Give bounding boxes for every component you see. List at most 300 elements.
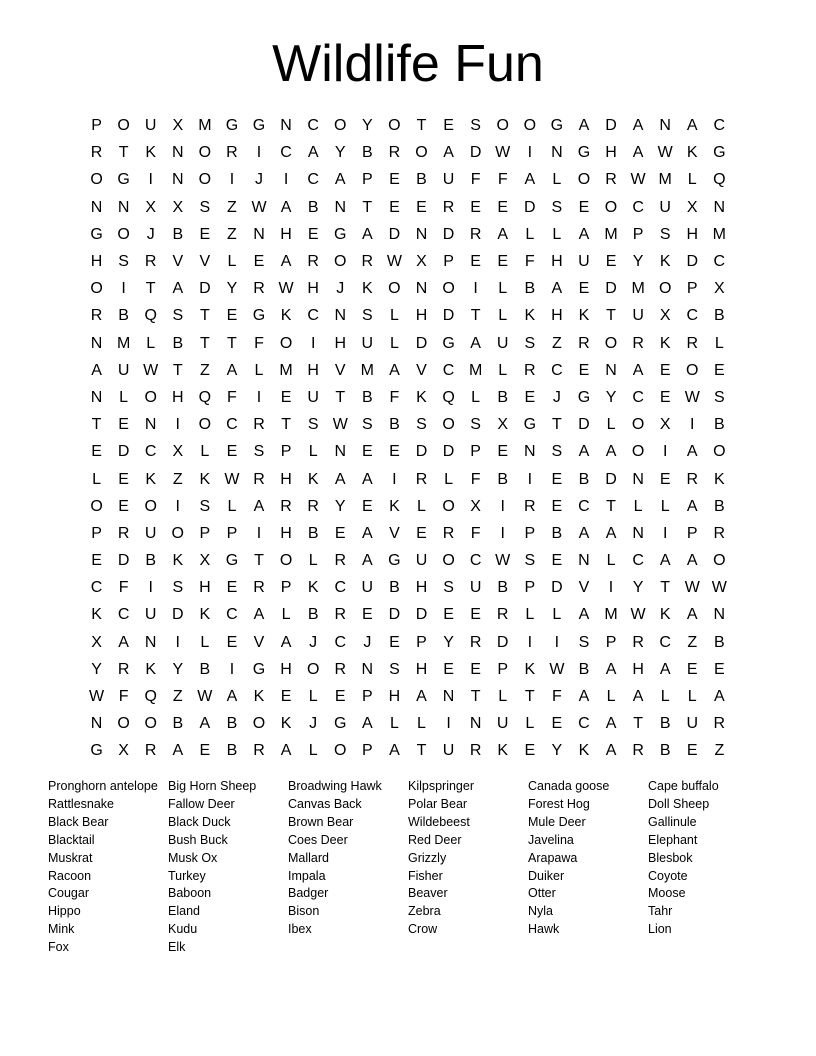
grid-letter: A xyxy=(443,144,454,162)
grid-letter: C xyxy=(578,497,590,515)
grid-letter: B xyxy=(714,416,725,434)
grid-letter: S xyxy=(118,253,129,271)
grid-letter: H xyxy=(415,660,428,678)
grid-letter: R xyxy=(442,524,455,542)
grid-letter: T xyxy=(91,416,102,434)
grid-letter: N xyxy=(524,443,536,461)
word-list-item: Racoon xyxy=(48,868,92,883)
grid-letter: M xyxy=(658,171,672,189)
grid-letter: N xyxy=(578,552,590,570)
grid-letter: R xyxy=(686,470,699,488)
grid-letter: T xyxy=(416,742,427,760)
grid-letter: A xyxy=(605,443,617,461)
word-list-item: Nyla xyxy=(528,904,554,919)
grid-letter: A xyxy=(686,606,698,624)
grid-letter: D xyxy=(605,117,617,135)
grid-letter: X xyxy=(416,253,427,271)
grid-letter: L xyxy=(417,715,426,733)
grid-letter: E xyxy=(470,660,481,678)
grid-letter: O xyxy=(144,388,157,406)
grid-letter: L xyxy=(552,225,562,243)
grid-letter: A xyxy=(361,470,373,488)
grid-letter: E xyxy=(280,688,292,706)
grid-letter: L xyxy=(660,688,670,706)
grid-letter: O xyxy=(171,524,184,542)
grid-letter: V xyxy=(578,579,590,597)
grid-letter: M xyxy=(604,606,618,624)
grid-letter: C xyxy=(632,388,644,406)
word-list-item: Gallinule xyxy=(648,814,697,829)
grid-letter: X xyxy=(172,443,184,461)
grid-letter: Z xyxy=(172,470,183,488)
grid-letter: J xyxy=(255,171,263,189)
grid-letter: H xyxy=(388,688,401,706)
grid-letter: D xyxy=(171,606,184,624)
grid-letter: L xyxy=(471,388,481,406)
grid-letter: R xyxy=(578,334,590,352)
word-list-item: Mule Deer xyxy=(528,814,586,829)
grid-letter: S xyxy=(253,443,265,461)
grid-row xyxy=(83,384,733,411)
word-list-item: Grizzly xyxy=(408,850,447,865)
grid-letter: E xyxy=(551,715,563,733)
grid-letter: I xyxy=(256,144,262,162)
grid-letter: T xyxy=(254,552,264,570)
grid-letter: L xyxy=(119,388,129,406)
grid-letter: B xyxy=(551,524,563,542)
grid-letter: R xyxy=(253,470,265,488)
grid-letter: T xyxy=(606,497,616,515)
grid-letter: C xyxy=(632,198,644,216)
grid-letter: K xyxy=(578,742,590,760)
grid-letter: V xyxy=(389,524,400,542)
grid-letter: O xyxy=(442,416,455,434)
grid-letter: B xyxy=(118,307,129,325)
grid-letter: X xyxy=(714,280,725,298)
grid-letter: L xyxy=(200,633,210,651)
grid-letter: V xyxy=(416,361,427,379)
grid-letter: C xyxy=(632,552,644,570)
grid-row xyxy=(83,166,733,193)
grid-letter: F xyxy=(470,524,481,542)
grid-letter: E xyxy=(443,606,454,624)
grid-letter: L xyxy=(498,688,508,706)
grid-letter: V xyxy=(172,253,184,271)
grid-row xyxy=(83,683,733,710)
grid-letter: H xyxy=(334,334,347,352)
grid-letter: G xyxy=(225,552,239,570)
grid-letter: R xyxy=(90,307,103,325)
grid-letter: I xyxy=(527,470,533,488)
grid-letter: L xyxy=(254,361,264,379)
grid-letter: A xyxy=(199,715,211,733)
grid-letter: G xyxy=(252,660,266,678)
grid-row xyxy=(83,248,733,275)
grid-letter: G xyxy=(252,307,266,325)
grid-letter: U xyxy=(659,198,671,216)
grid-letter: U xyxy=(496,715,509,733)
grid-letter: I xyxy=(256,388,262,406)
grid-letter: C xyxy=(307,171,319,189)
grid-letter: R xyxy=(361,253,374,271)
grid-letter: Z xyxy=(172,688,183,706)
grid-letter: X xyxy=(91,633,102,651)
grid-letter: L xyxy=(606,416,616,434)
grid-letter: O xyxy=(334,117,347,135)
grid-letter: N xyxy=(90,334,103,352)
grid-letter: H xyxy=(280,225,292,243)
grid-row xyxy=(83,275,733,302)
grid-letter: D xyxy=(117,552,130,570)
grid-letter: R xyxy=(442,198,455,216)
word-list-item: Kilpspringer xyxy=(408,779,475,793)
grid-letter: N xyxy=(90,198,103,216)
grid-letter: E xyxy=(416,524,427,542)
word-list-item: Lion xyxy=(648,922,672,937)
grid-row xyxy=(83,601,733,628)
grid-letter: E xyxy=(443,117,454,135)
grid-letter: E xyxy=(416,198,427,216)
grid-letter: I xyxy=(392,470,397,488)
grid-letter: K xyxy=(659,606,671,624)
grid-letter: I xyxy=(500,524,505,542)
grid-letter: A xyxy=(605,524,617,542)
grid-letter: Z xyxy=(687,633,698,651)
grid-letter: I xyxy=(690,416,695,434)
grid-letter: M xyxy=(631,280,645,298)
grid-letter: I xyxy=(148,579,153,597)
grid-letter: F xyxy=(470,171,481,189)
grid-letter: O xyxy=(90,171,103,189)
grid-letter: U xyxy=(496,334,509,352)
grid-letter: K xyxy=(389,497,400,515)
grid-letter: Y xyxy=(226,280,238,298)
grid-row xyxy=(83,493,733,520)
word-list-item: Forest Hog xyxy=(528,796,590,811)
grid-letter: P xyxy=(470,443,481,461)
grid-letter: A xyxy=(497,225,509,243)
word-list-item: Cape buffalo xyxy=(648,779,719,793)
word-list-item: Bush Buck xyxy=(168,832,228,847)
grid-letter: A xyxy=(686,497,698,515)
grid-letter: L xyxy=(525,715,535,733)
grid-letter: C xyxy=(713,253,726,271)
grid-letter: Z xyxy=(227,198,237,216)
grid-letter: N xyxy=(144,633,157,651)
grid-letter: O xyxy=(631,416,645,434)
grid-letter: A xyxy=(632,117,644,135)
grid-letter: G xyxy=(334,225,347,243)
grid-letter: A xyxy=(361,715,373,733)
grid-letter: C xyxy=(144,443,157,461)
grid-letter: I xyxy=(608,579,614,597)
grid-letter: C xyxy=(226,606,238,624)
grid-letter: C xyxy=(659,633,671,651)
grid-letter: A xyxy=(686,443,698,461)
grid-letter: Y xyxy=(551,742,563,760)
grid-letter: E xyxy=(659,361,671,379)
grid-letter: N xyxy=(334,307,347,325)
grid-letter: C xyxy=(307,307,319,325)
grid-letter: B xyxy=(714,307,725,325)
grid-letter: Z xyxy=(714,742,725,760)
grid-letter: M xyxy=(468,361,483,379)
grid-letter: T xyxy=(416,117,427,135)
grid-letter: R xyxy=(307,497,319,515)
grid-letter: S xyxy=(551,443,563,461)
grid-letter: R xyxy=(713,524,726,542)
grid-letter: B xyxy=(226,715,238,733)
grid-letter: B xyxy=(578,470,590,488)
grid-letter: A xyxy=(307,144,319,162)
grid-letter: G xyxy=(442,334,455,352)
grid-letter: D xyxy=(605,470,617,488)
grid-letter: R xyxy=(226,144,238,162)
grid-letter: R xyxy=(415,470,428,488)
grid-letter: K xyxy=(497,742,509,760)
grid-letter: O xyxy=(388,280,401,298)
grid-letter: I xyxy=(662,443,668,461)
grid-letter: E xyxy=(497,198,509,216)
grid-letter: O xyxy=(713,443,726,461)
grid-letter: A xyxy=(578,524,590,542)
grid-letter: H xyxy=(171,388,184,406)
grid-letter: N xyxy=(144,416,157,434)
grid-letter: L xyxy=(389,334,399,352)
grid-letter: X xyxy=(118,742,129,760)
grid-letter: U xyxy=(144,117,157,135)
grid-letter: A xyxy=(659,552,671,570)
grid-letter: A xyxy=(389,742,400,760)
grid-letter: R xyxy=(632,742,644,760)
grid-letter: B xyxy=(497,579,509,597)
grid-letter: B xyxy=(659,715,671,733)
word-list-item: Fisher xyxy=(408,868,443,883)
grid-row xyxy=(83,139,733,166)
grid-letter: N xyxy=(334,443,347,461)
grid-letter: J xyxy=(309,633,318,651)
grid-letter: A xyxy=(551,280,563,298)
grid-letter: G xyxy=(550,117,564,135)
grid-letter: F xyxy=(227,388,237,406)
word-list-item: Mallard xyxy=(288,850,329,865)
grid-letter: C xyxy=(307,117,319,135)
grid-letter: O xyxy=(117,225,130,243)
grid-letter: R xyxy=(632,334,644,352)
grid-letter: H xyxy=(280,470,292,488)
grid-letter: B xyxy=(199,660,211,678)
grid-letter: C xyxy=(469,552,482,570)
grid-letter: E xyxy=(578,361,590,379)
grid-letter: E xyxy=(605,253,617,271)
grid-letter: N xyxy=(659,117,671,135)
word-list-item: Elephant xyxy=(648,832,698,847)
grid-letter: A xyxy=(226,688,238,706)
grid-letter: F xyxy=(254,334,264,352)
grid-letter: B xyxy=(497,388,509,406)
grid-letter: R xyxy=(469,633,482,651)
grid-letter: A xyxy=(524,171,536,189)
grid-letter: P xyxy=(497,660,509,678)
grid-letter: A xyxy=(659,660,671,678)
grid-letter: I xyxy=(175,497,180,515)
grid-letter: B xyxy=(361,388,373,406)
grid-letter: N xyxy=(280,117,292,135)
grid-letter: B xyxy=(524,280,536,298)
grid-letter: A xyxy=(280,253,292,271)
word-list-item: Fallow Deer xyxy=(168,796,235,811)
grid-letter: W xyxy=(495,552,511,570)
grid-letter: G xyxy=(713,144,726,162)
grid-letter: I xyxy=(473,280,478,298)
word-list-item: Doll Sheep xyxy=(648,796,710,811)
grid-letter: K xyxy=(578,307,590,325)
grid-letter: C xyxy=(226,416,238,434)
grid-letter: D xyxy=(415,443,428,461)
grid-letter: B xyxy=(172,225,184,243)
grid-letter: C xyxy=(578,715,590,733)
grid-letter: L xyxy=(498,280,508,298)
grid-letter: E xyxy=(714,660,725,678)
grid-letter: E xyxy=(578,280,590,298)
grid-letter: R xyxy=(632,633,644,651)
grid-letter: H xyxy=(415,579,428,597)
grid-letter: X xyxy=(659,307,671,325)
grid-letter: K xyxy=(686,144,698,162)
grid-letter: L xyxy=(389,307,399,325)
word-list-item: Ibex xyxy=(288,922,312,937)
grid-letter: U xyxy=(361,334,374,352)
grid-letter: T xyxy=(551,416,562,434)
grid-letter: M xyxy=(604,225,618,243)
word-column xyxy=(48,778,166,957)
grid-letter: O xyxy=(198,144,212,162)
grid-letter: J xyxy=(146,225,155,243)
grid-letter: W xyxy=(224,470,240,488)
grid-letter: P xyxy=(361,742,373,760)
grid-letter: B xyxy=(307,606,319,624)
word-list-item: Moose xyxy=(648,886,686,901)
grid-letter: X xyxy=(497,416,509,434)
grid-letter: U xyxy=(144,606,157,624)
word-list-item: Kudu xyxy=(168,922,198,937)
grid-letter: P xyxy=(605,633,617,651)
grid-letter: L xyxy=(687,688,697,706)
grid-letter: E xyxy=(226,633,238,651)
grid-letter: I xyxy=(446,715,451,733)
grid-letter: I xyxy=(662,524,668,542)
grid-letter: G xyxy=(225,117,239,135)
word-list-item: Hippo xyxy=(48,904,81,919)
grid-letter: R xyxy=(90,144,103,162)
word-list-item: Big Horn Sheep xyxy=(168,779,257,793)
grid-letter: E xyxy=(253,253,265,271)
grid-letter: Q xyxy=(144,307,157,325)
grid-letter: O xyxy=(604,198,618,216)
grid-letter: M xyxy=(360,361,374,379)
grid-row xyxy=(83,112,733,139)
grid-letter: O xyxy=(442,280,455,298)
grid-letter: C xyxy=(442,361,455,379)
grid-letter: E xyxy=(686,742,698,760)
grid-letter: G xyxy=(577,144,591,162)
grid-letter: G xyxy=(117,171,130,189)
grid-letter: B xyxy=(578,660,590,678)
grid-letter: S xyxy=(361,416,373,434)
grid-letter: A xyxy=(605,715,617,733)
grid-letter: S xyxy=(361,307,373,325)
grid-letter: R xyxy=(469,742,482,760)
grid-letter: H xyxy=(307,280,319,298)
grid-letter: W xyxy=(88,688,105,706)
grid-letter: E xyxy=(659,388,671,406)
grid-letter: C xyxy=(117,606,130,624)
grid-row xyxy=(83,656,733,683)
grid-letter: S xyxy=(172,307,184,325)
grid-letter: P xyxy=(686,524,698,542)
grid-letter: H xyxy=(551,307,563,325)
grid-letter: K xyxy=(145,660,157,678)
grid-letter: O xyxy=(442,497,455,515)
grid-letter: O xyxy=(306,660,320,678)
grid-letter: M xyxy=(116,334,131,352)
grid-letter: R xyxy=(144,742,157,760)
grid-letter: A xyxy=(632,688,644,706)
grid-row xyxy=(83,574,733,601)
grid-letter: E xyxy=(361,443,373,461)
word-list-item: Black Duck xyxy=(168,814,231,829)
word-list-item: Polar Bear xyxy=(408,796,468,811)
grid-letter: Y xyxy=(334,497,346,515)
grid-letter: D xyxy=(388,606,401,624)
grid-letter: E xyxy=(551,497,563,515)
grid-letter: L xyxy=(417,497,426,515)
grid-letter: A xyxy=(172,742,184,760)
grid-letter: J xyxy=(336,280,345,298)
grid-letter: D xyxy=(551,579,563,597)
grid-letter: B xyxy=(416,171,427,189)
grid-letter: F xyxy=(551,688,562,706)
grid-letter: E xyxy=(551,470,563,488)
grid-letter: A xyxy=(334,470,346,488)
letter-grid xyxy=(83,112,733,765)
word-list-item: Canada goose xyxy=(528,779,610,793)
grid-letter: B xyxy=(714,633,725,651)
grid-letter: H xyxy=(632,660,644,678)
grid-letter: L xyxy=(227,253,237,271)
word-list-item: Turkey xyxy=(168,868,206,883)
grid-letter: B xyxy=(714,497,725,515)
grid-letter: E xyxy=(389,443,400,461)
grid-letter: K xyxy=(199,606,211,624)
grid-letter: F xyxy=(389,388,400,406)
grid-letter: O xyxy=(713,552,726,570)
grid-letter: K xyxy=(714,470,725,488)
grid-letter: F xyxy=(118,579,129,597)
grid-letter: D xyxy=(388,225,401,243)
word-list-item: Eland xyxy=(168,904,200,919)
grid-letter: H xyxy=(199,579,211,597)
grid-letter: T xyxy=(118,144,129,162)
grid-letter: D xyxy=(442,443,455,461)
grid-letter: A xyxy=(605,660,617,678)
grid-letter: A xyxy=(632,144,644,162)
grid-letter: R xyxy=(496,606,509,624)
word-list-item: Red Deer xyxy=(408,832,462,847)
word-list-item: Arapawa xyxy=(528,850,578,865)
word-list-item: Javelina xyxy=(528,832,574,847)
grid-letter: A xyxy=(632,361,644,379)
